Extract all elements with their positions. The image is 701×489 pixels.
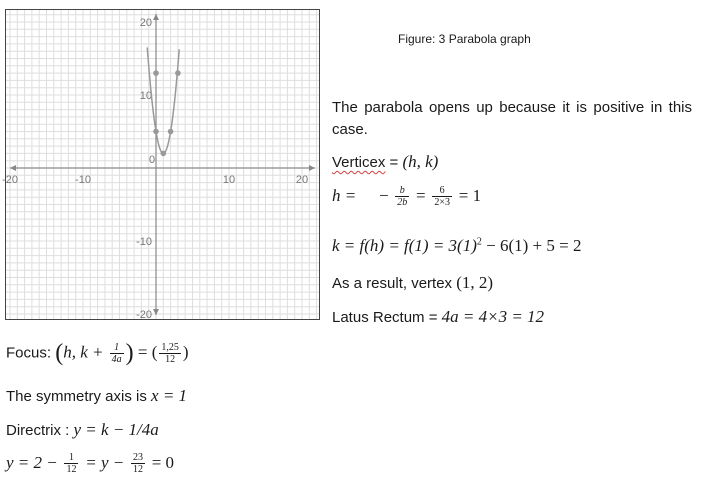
vertex-line bbox=[332, 152, 438, 172]
curve-point bbox=[161, 151, 167, 157]
x-tick-label: 20 bbox=[295, 174, 309, 186]
k-rest: − 6(1) + 5 = 2 bbox=[481, 236, 582, 255]
x-axis-arrow-right bbox=[309, 165, 315, 171]
y-fraction-2: $\frac{23}{12}$ bbox=[132, 452, 143, 475]
focus-label: Focus: bbox=[6, 344, 56, 362]
h-rhs: = 1 bbox=[458, 185, 482, 205]
k-expr: k = f(h) = f(1) = 3(1) bbox=[332, 236, 477, 255]
h-equation bbox=[332, 185, 481, 208]
symmetry-line bbox=[6, 386, 187, 406]
h-fraction-2: $\frac{6}{2\times 3}$ bbox=[434, 185, 450, 208]
sym-text: The symmetry axis is bbox=[6, 388, 152, 405]
sym-math: x = 1 bbox=[151, 386, 188, 405]
focus-close: ) bbox=[182, 342, 189, 362]
vertex-math: (h, k) bbox=[402, 152, 439, 171]
y-lhs: y = 2 − bbox=[6, 452, 58, 472]
x-tick-label: 0 bbox=[148, 154, 156, 166]
vertex-eq: = bbox=[385, 154, 403, 171]
h-fraction-1: $\frac{b}{2b}$ bbox=[397, 185, 408, 208]
focus-inner: h, k + bbox=[63, 342, 104, 362]
x-axis-arrow-left bbox=[10, 165, 16, 171]
curve-point bbox=[175, 70, 181, 76]
x-tick-label: 10 bbox=[222, 174, 236, 186]
y-tick-label: 10 bbox=[139, 90, 152, 102]
k-exponent: 2 bbox=[476, 236, 482, 248]
y-mid: = y − bbox=[85, 452, 125, 472]
y-tick-label: -20 bbox=[136, 309, 152, 321]
focus-line: Focus: (h, k + $\frac{1}{4a}$ ) = ( $\frac{1,25}{12}$ ) bbox=[6, 340, 189, 366]
latus-text: Latus Rectum = bbox=[332, 309, 442, 326]
y-tick-label: -10 bbox=[136, 236, 152, 248]
curve-point bbox=[153, 70, 159, 76]
focus-eq: = ( bbox=[133, 342, 158, 362]
latus-math: 4a = 4×3 = 12 bbox=[441, 307, 545, 326]
latus-line bbox=[332, 307, 544, 327]
focus-fraction: $\frac{1}{4a}$ bbox=[111, 342, 122, 365]
directrix-text: Directrix : bbox=[6, 422, 74, 439]
parabola-graph bbox=[2, 9, 320, 321]
curve-point bbox=[153, 129, 159, 135]
directrix-line bbox=[6, 420, 159, 440]
y-equation bbox=[6, 452, 174, 475]
vertex-word: Verticex bbox=[332, 154, 386, 171]
h-minus: − bbox=[378, 185, 389, 205]
h-eq1: = bbox=[416, 185, 426, 205]
directrix-math: y = k − 1/4a bbox=[73, 420, 159, 439]
result-math: (1, 2) bbox=[456, 273, 494, 292]
result-line bbox=[332, 273, 493, 293]
y-rhs: = 0 bbox=[151, 452, 175, 472]
x-tick-label: -20 bbox=[2, 174, 18, 186]
curve-point bbox=[168, 129, 174, 135]
figure-caption: Figure: 3 Parabola graph bbox=[398, 32, 531, 46]
focus-result-fraction: $\frac{1,25}{12}$ bbox=[161, 342, 179, 365]
opens-up-text: The parabola opens up because it is positive in this case. bbox=[332, 99, 692, 138]
h-lhs: h = bbox=[332, 185, 357, 205]
result-text: As a result, vertex bbox=[332, 275, 457, 292]
graph-canvas bbox=[2, 10, 319, 321]
x-tick-label: -10 bbox=[75, 174, 91, 186]
y-tick-label: 20 bbox=[139, 17, 152, 29]
k-equation bbox=[332, 236, 581, 256]
y-fraction-1: $\frac{1}{12}$ bbox=[66, 452, 77, 475]
